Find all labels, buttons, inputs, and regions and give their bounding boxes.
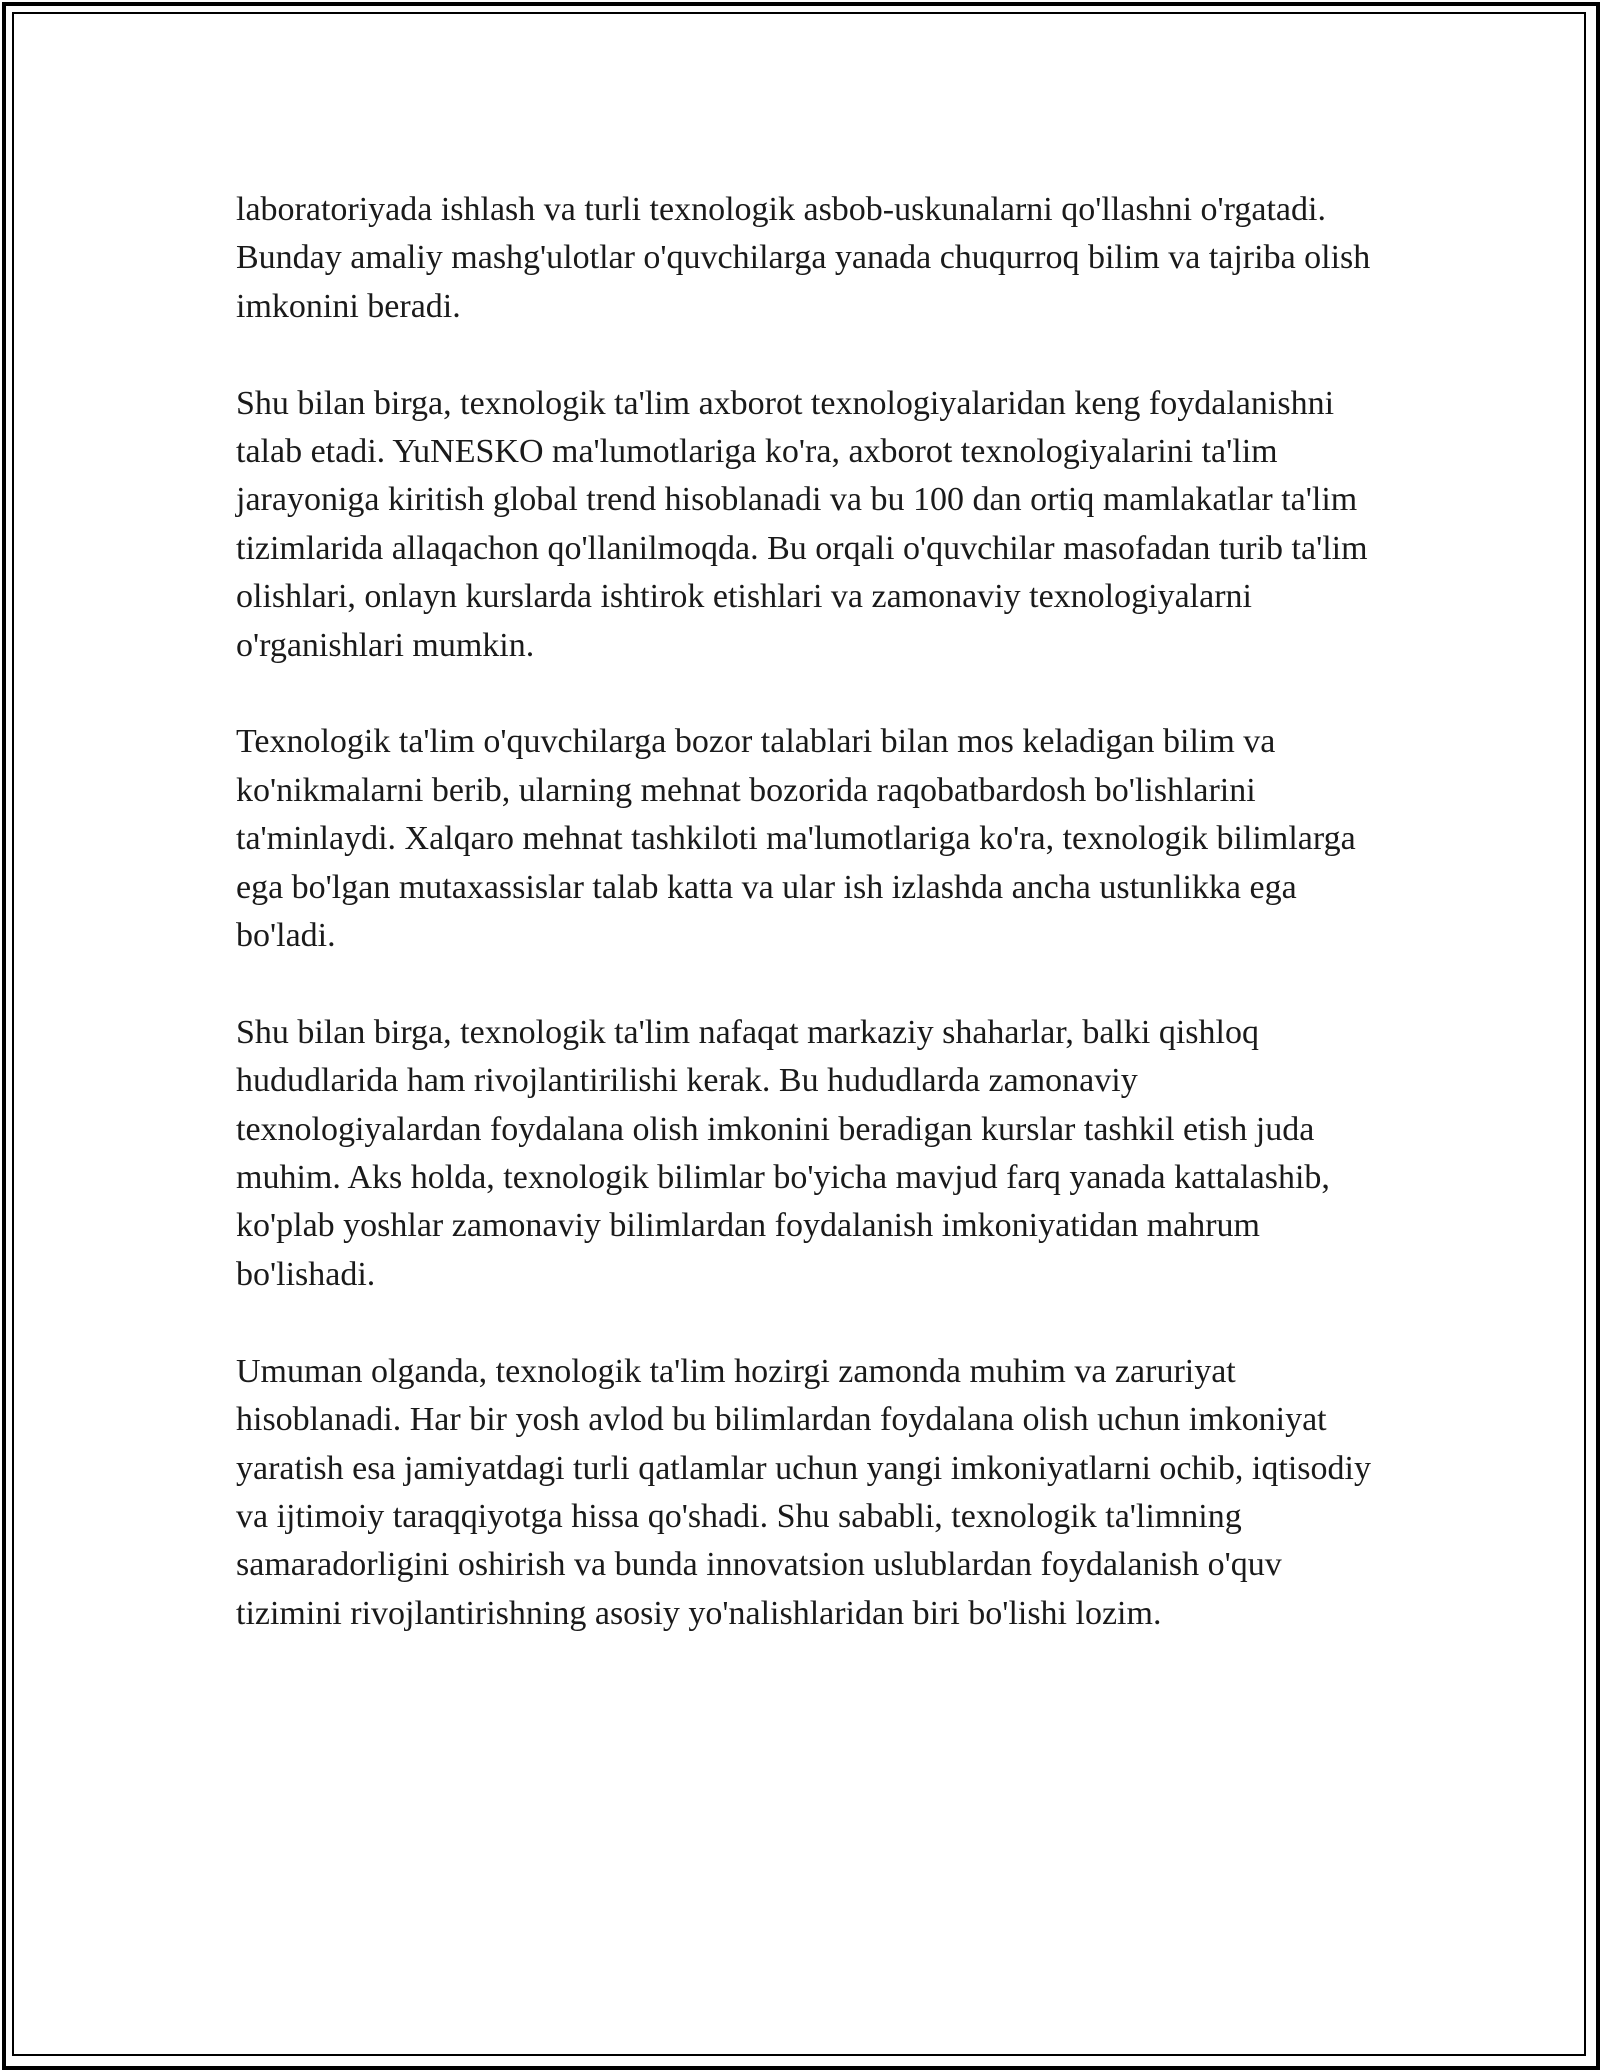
paragraph-3: Texnologik ta'lim o'quvchilarga bozor talablari bilan mos keladigan bilim va ko'nikmalarni berib, ularning mehnat bozorida raqobatbardosh bo'lishlarini ta'minlaydi. Xalqaro mehnat tashkiloti ma'lumotlariga ko'ra, texnologik bilimlarga ega bo'lgan mutaxassislar talab katta va ular ish izlashda ancha ustunlikka ega bo'ladi. [236,723,1356,955]
paragraph-1: laboratoriyada ishlash va turli texnologik asbob-uskunalarni qo'llashni o'rgatadi. Bunday amaliy mashg'ulotlar o'quvchilarga yanada chuqurroq bilim va tajriba olish imkonini beradi. [236,191,1371,325]
document-body [236,186,1386,1687]
paragraph-5: Umuman olganda, texnologik ta'lim hozirgi zamonda muhim va zaruriyat hisoblanadi. Har bir yosh avlod bu bilimlardan foydalana olish uchun imkoniyat yaratish esa jamiyatdagi turli qatlamlar uchun yangi imkoniyatlarni ochib, iqtisodiy va ijtimoiy taraqqiyotga hissa qo'shadi. Shu sababli, texnologik ta'limning samaradorligini oshirish va bunda innovatsion uslublardan foydalanish o'quv tizimini rivojlantirishning asosiy yo'nalishlaridan biri bo'lishi lozim. [236,1352,1371,1632]
paragraph-4: Shu bilan birga, texnologik ta'lim nafaqat markaziy shaharlar, balki qishloq hududlarida ham rivojlantirilishi kerak. Bu hududlarda zamonaviy texnologiyalardan foydalana olish imkonini beradigan kurslar tashkil etish juda muhim. Aks holda, texnologik bilimlar bo'yicha mavjud farq yanada kattalashib, ko'plab yoshlar zamonaviy bilimlardan foydalanish imkoniyatidan mahrum bo'lishadi. [236,1013,1330,1293]
paragraph-2: Shu bilan birga, texnologik ta'lim axborot texnologiyalaridan keng foydalanishni talab etadi. YuNESKO ma'lumotlariga ko'ra, axborot texnologiyalarini ta'lim jarayoniga kiritish global trend hisoblanadi va bu 100 dan ortiq mamlakatlar ta'lim tizimlarida allaqachon qo'llanilmoqda. Bu orqali o'quvchilar masofadan turib ta'lim olishlari, onlayn kurslarda ishtirok etishlari va zamonaviy texnologiyalarni o'rganishlari mumkin. [236,384,1368,664]
